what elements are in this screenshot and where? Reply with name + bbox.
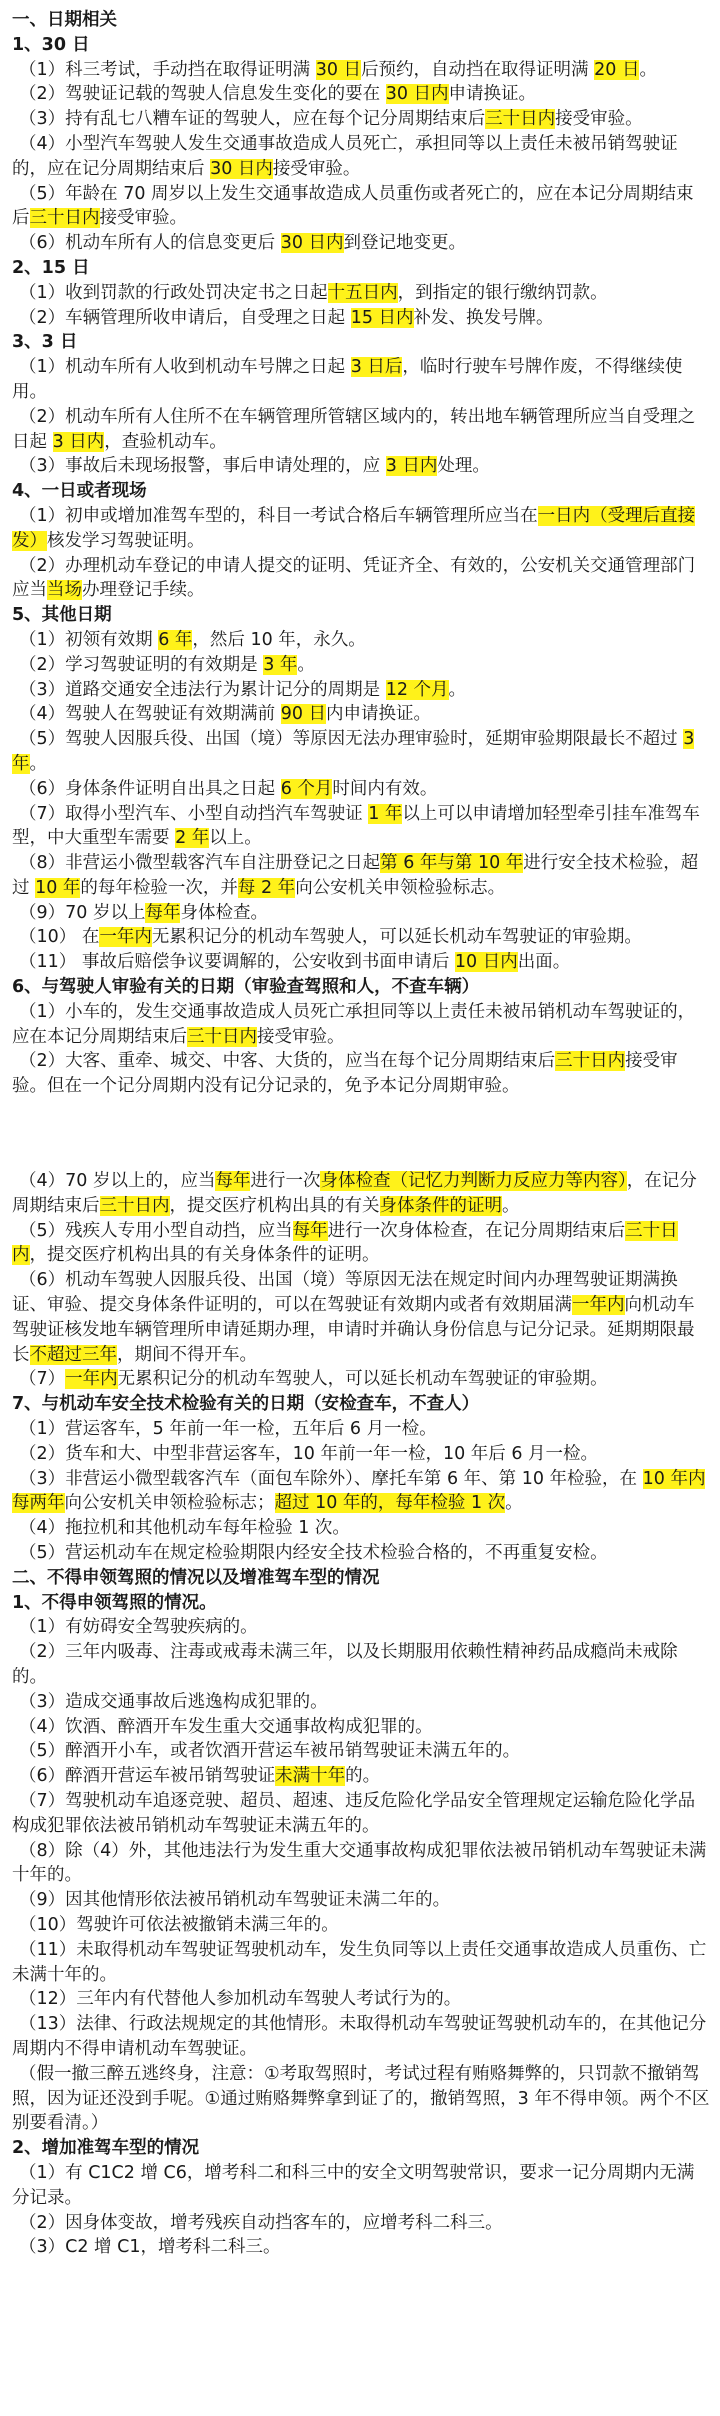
text-segment: （5）醉酒开小车，或者饮酒开营运车被吊销驾驶证未满五年的。 (19, 1741, 521, 1762)
list-item (12, 1000, 710, 1050)
text-segment: （7） (19, 1369, 66, 1390)
text-segment: 向公安机关申领检验标志； (64, 1493, 275, 1514)
text-segment: 无累积记分的机动车驾驶人，可以延长机动车驾驶证的审验期。 (151, 927, 642, 948)
highlighted-text: 超过 10 年的，每年检验 1 次 (274, 1493, 506, 1514)
text-segment: （4）拖拉机和其他机动车每年检验 1 次。 (19, 1518, 350, 1539)
highlighted-text: 3 日内 (385, 456, 438, 477)
text-segment: （4）70 岁以上的，应当 (19, 1171, 216, 1192)
text-segment: （4）驾驶人在驾驶证有效期满前 (19, 704, 281, 725)
subsection-heading (12, 603, 710, 628)
text-segment: 接受审验。 (99, 208, 187, 229)
list-item (12, 1615, 710, 1640)
list-item (12, 950, 710, 975)
highlighted-text: 12 个月 (385, 679, 449, 700)
section-heading (12, 8, 710, 33)
highlighted-text: 一年内 (99, 927, 152, 948)
list-item (12, 2012, 710, 2062)
text-segment: 进行一次 (250, 1171, 321, 1192)
list-item (12, 2211, 710, 2236)
highlighted-text: 6 个月 (280, 778, 333, 799)
text-segment: 3、3 日 (12, 332, 78, 353)
highlighted-text: 不超过三年 (29, 1344, 117, 1365)
subsection-heading (12, 479, 710, 504)
text-segment: （1）初申或增加准驾车型的，科目一考试合格后车辆管理所应当在 (19, 505, 538, 526)
text-segment: ，提交医疗机构出具的有关身体条件的证明。 (29, 1245, 380, 1266)
list-item (12, 678, 710, 703)
text-segment: （11） 事故后赔偿争议要调解的，公安收到书面申请后 (19, 952, 455, 973)
list-item (12, 1789, 710, 1839)
text-segment: （8）除（4）外，其他违法行为发生重大交通事故构成犯罪依法被吊销机动车驾驶证未满十年的。 (12, 1840, 707, 1886)
list-item (12, 1268, 710, 1367)
text-segment: 一、日期相关 (12, 10, 117, 30)
list-item (12, 2235, 710, 2260)
text-segment: 补发、换发号牌。 (413, 307, 554, 328)
text-segment: 处理。 (437, 456, 490, 477)
text-segment: 4、一日或者现场 (12, 481, 147, 502)
highlighted-text: 20 日 (594, 59, 640, 80)
subsection-heading (12, 256, 710, 281)
text-segment: （2）三年内吸毒、注毒或戒毒未满三年，以及长期服用依赖性精神药品成瘾尚未戒除的。 (12, 1642, 678, 1687)
list-item (12, 1367, 710, 1392)
text-segment: 。 (502, 1195, 520, 1216)
subsection-heading (12, 975, 710, 1000)
text-segment: 以上。 (209, 828, 262, 849)
text-segment: （3）道路交通安全违法行为累计记分的周期是 (19, 679, 386, 700)
text-segment: 的。 (345, 1766, 381, 1787)
highlighted-text: 15 日内 (350, 307, 414, 328)
highlighted-text: 30 日内 (385, 84, 449, 105)
highlighted-text: 3 日内 (52, 431, 105, 452)
text-segment: 无累积记分的机动车驾驶人，可以延长机动车驾驶证的审验期。 (117, 1369, 608, 1390)
text-segment: （9）70 岁以上 (19, 902, 146, 923)
text-segment: （9）因其他情形依法被吊销机动车驾驶证未满二年的。 (19, 1890, 451, 1911)
text-segment: 以上可以申请增加轻型牵引挂车准驾车型，中大重型车需要 (12, 803, 700, 849)
text-segment: 接受审验。 (555, 109, 643, 130)
highlighted-text: 30 日 (315, 59, 362, 80)
text-segment: （13）法律、行政法规规定的其他情形。未取得机动车驾驶证驾驶机动车的，在其他记分周期内不得申请机动车驾驶证。 (12, 2014, 707, 2059)
list-item (12, 1169, 710, 1219)
highlighted-text: 90 日 (280, 704, 327, 725)
text-segment: 申请换证。 (448, 84, 537, 105)
text-segment: （3）持有乱七八糟车证的驾驶人，应在每个记分周期结束后 (19, 109, 486, 130)
highlighted-text: 30 日内 (280, 233, 344, 254)
list-item (12, 1690, 710, 1715)
list-item (12, 851, 710, 901)
list-item (12, 1715, 710, 1740)
text-segment: （2）车辆管理所收申请后，自受理之日起 (19, 307, 351, 328)
list-item (12, 2161, 710, 2211)
list-item (12, 1764, 710, 1789)
document-body (12, 8, 710, 2260)
text-segment: 。 (448, 679, 467, 700)
text-segment: （12）三年内有代替他人参加机动车驾驶人考试行为的。 (19, 1989, 462, 2010)
list-item (12, 355, 710, 405)
text-segment: （10） 在 (19, 927, 100, 948)
list-item (12, 306, 710, 331)
highlighted-text: 一年内 (572, 1295, 625, 1316)
text-segment: （7）驾驶机动车追逐竞驶、超员、超速、违反危险化学品安全管理规定运输危险化学品构成犯罪依法被吊销机动车驾驶证未满五年的。 (12, 1790, 696, 1836)
text-segment: 向机动车驾驶证核发地车辆管理所申请延期办理，申请时并确认身份信息与记分记录。延期期限最长 (12, 1295, 695, 1365)
list-item (12, 1938, 710, 1988)
text-segment: （1）有妨碍安全驾驶疾病的。 (19, 1617, 258, 1638)
highlighted-text: 身体检查（记忆力判断力反应力等内容） (320, 1171, 627, 1192)
text-segment: （5）营运机动车在规定检验期限内经安全技术检验合格的，不再重复安检。 (19, 1543, 608, 1564)
subsection-heading (12, 1591, 710, 1616)
text-segment: （3）事故后未现场报警，事后申请处理的，应 (19, 456, 386, 477)
list-item (12, 1913, 710, 1938)
highlighted-text: 每年 (215, 1171, 251, 1192)
text-segment: ，查验机动车。 (104, 431, 227, 452)
text-segment: （4）饮酒、醉酒开车发生重大交通事故构成犯罪的。 (19, 1716, 433, 1737)
list-item (12, 653, 710, 678)
text-segment: 核发学习驾驶证明。 (47, 530, 205, 551)
text-segment: 向公安机关申领检验标志。 (295, 877, 506, 898)
list-item (12, 182, 710, 232)
text-segment: （1）有 C1C2 增 C6，增考科二和科三中的安全文明驾驶常识，要求一记分周期内无满分记录。 (12, 2162, 695, 2208)
text-segment: 7、与机动车安全技术检验有关的日期（安检查车，不查人） (12, 1394, 480, 1415)
highlighted-text: 10 年 (35, 877, 81, 898)
text-segment: （7）取得小型汽车、小型自动挡汽车驾驶证 (19, 803, 369, 824)
highlighted-text: 1 年 (368, 803, 403, 824)
text-segment: （3）C2 增 C1，增考科二科三。 (19, 2237, 281, 2258)
text-segment: ，到指定的银行缴纳罚款。 (397, 282, 608, 303)
text-segment: 二、不得申领驾照的情况以及增准驾车型的情况 (12, 1567, 380, 1588)
highlighted-text: 6 年 (158, 629, 193, 650)
text-segment: 的每年检验一次，并 (80, 877, 238, 898)
text-segment: （2）货车和大、中型非营运客车，10 年前一年一检，10 年后 6 月一检。 (19, 1443, 599, 1464)
text-segment: 接受审验。 (272, 158, 361, 179)
list-item (12, 727, 710, 777)
list-item (12, 1739, 710, 1764)
list-item (12, 405, 710, 455)
text-segment: （1）初领有效期 (19, 629, 159, 650)
highlighted-text: 三十日内 (555, 1051, 626, 1072)
text-segment: （10）驾驶许可依法被撤销未满三年的。 (19, 1914, 339, 1935)
text-segment: 2、15 日 (12, 257, 90, 278)
list-item (12, 1888, 710, 1913)
list-item (12, 901, 710, 926)
text-segment: 。 (505, 1493, 523, 1514)
highlighted-text: 三十日内 (99, 1195, 170, 1216)
list-item (12, 504, 710, 554)
list-item (12, 802, 710, 852)
text-segment: 6、与驾驶人审验有关的日期（审验查驾照和人，不查车辆） (12, 977, 480, 998)
list-item (12, 702, 710, 727)
list-item (12, 628, 710, 653)
list-item (12, 1839, 710, 1889)
text-segment: （3）造成交通事故后逃逸构成犯罪的。 (19, 1691, 328, 1712)
text-segment: （2）驾驶证记载的驾驶人信息发生变化的要在 (19, 84, 386, 105)
text-segment: ，提交医疗机构出具的有关 (169, 1195, 380, 1216)
list-item (12, 132, 710, 182)
list-item (12, 82, 710, 107)
list-item (12, 1467, 710, 1517)
text-segment: （6）身体条件证明自出具之日起 (19, 778, 281, 799)
highlighted-text: 身体条件的证明 (379, 1195, 502, 1216)
text-segment: ，在记分周期结束后 (12, 1171, 697, 1216)
list-item (12, 281, 710, 306)
text-segment: （2）因身体变故，增考残疾自动挡客车的，应增考科二科三。 (19, 2212, 503, 2233)
list-item (12, 1417, 710, 1442)
text-segment: （1）小车的，发生交通事故造成人员死亡承担同等以上责任未被吊销机动车驾驶证的，应在本记分周期结束后 (12, 1001, 696, 1047)
list-item (12, 2062, 710, 2136)
text-segment: （8）非营运小微型载客汽车自注册登记之日起 (19, 853, 381, 874)
text-segment: 。 (297, 654, 315, 675)
text-segment: 。 (29, 753, 47, 774)
text-segment: （2）办理机动车登记的申请人提交的证明、凭证齐全、有效的，公安机关交通管理部门应当 (12, 555, 696, 601)
text-segment: 办理登记手续。 (82, 580, 205, 601)
highlighted-text: 30 日内 (210, 158, 273, 179)
text-segment: （1）机动车所有人收到机动车号牌之日起 (19, 357, 351, 378)
text-segment: 身体检查。 (180, 902, 268, 923)
list-item (12, 925, 710, 950)
text-segment: （1）科三考试，手动挡在取得证明满 (19, 59, 316, 80)
list-item (12, 1987, 710, 2012)
list-item (12, 1219, 710, 1269)
highlighted-text: 三十日内 (12, 1220, 678, 1266)
text-segment: 内申请换证。 (326, 704, 432, 725)
list-item (12, 1640, 710, 1690)
text-segment: 出面。 (517, 952, 571, 973)
text-segment: （6）机动车驾驶人因服兵役、出国（境）等原因无法在规定时间内办理驾驶证期满换证、审验、提交身体条件证明的，可以在驾驶证有效期内或者有效期届满 (12, 1270, 678, 1316)
text-segment: 接受审验。但在一个记分周期内没有记分记录的，免予本记分周期审验。 (12, 1051, 678, 1097)
highlighted-text: 当场 (47, 580, 82, 601)
highlighted-text: 三十日内 (187, 1026, 257, 1047)
text-segment: （4）小型汽车驾驶人发生交通事故造成人员死亡，承担同等以上责任未被吊销驾驶证的，应在记分周期结束后 (12, 133, 678, 179)
text-segment: （1）营运客车，5 年前一年一检，五年后 6 月一检。 (19, 1419, 437, 1440)
text-segment: （6）醉酒开营运车被吊销驾驶证 (19, 1766, 276, 1787)
text-segment: 时间内有效。 (332, 778, 438, 799)
text-segment: 1、30 日 (12, 34, 90, 55)
text-segment: （5）驾驶人因服兵役、出国（境）等原因无法办理审验时，延期审验期限最长不超过 (19, 729, 684, 750)
text-segment: ，临时行驶车号牌作废，不得继续使用。 (12, 357, 683, 402)
text-segment: 进行一次身体检查，在记分周期结束后 (327, 1220, 626, 1241)
subsection-heading (12, 33, 710, 58)
list-item (12, 1049, 710, 1099)
text-segment: 1、不得申领驾照的情况。 (12, 1592, 217, 1613)
list-item (12, 1541, 710, 1566)
highlighted-text: 10 年内每两年 (12, 1468, 706, 1514)
text-segment: ，期间不得开车。 (117, 1344, 257, 1365)
highlighted-text: 每 2 年 (237, 877, 296, 898)
highlighted-text: 未满十年 (275, 1766, 346, 1787)
subsection-heading (12, 2136, 710, 2161)
text-segment: 5、其他日期 (12, 605, 112, 626)
text-segment: （6）机动车所有人的信息变更后 (19, 233, 281, 254)
list-item (12, 1516, 710, 1541)
text-segment: 接受审验。 (257, 1026, 345, 1047)
highlighted-text: 第 6 年与第 10 年 (380, 853, 524, 874)
text-segment: ，然后 10 年，永久。 (192, 629, 366, 650)
text-segment: （假一撤三醉五逃终身，注意：①考取驾照时，考试过程有贿赂舞弊的，只罚款不撤销驾照，因为证还没到手呢。①通过贿赂舞弊拿到证了的，撤销驾照，3 年不得申领。两个不区别要看清。） (12, 2063, 710, 2134)
text-segment: 后预约，自动挡在取得证明满 (361, 59, 595, 80)
list-item (12, 58, 710, 83)
text-segment: （2）机动车所有人住所不在车辆管理所管辖区域内的，转出地车辆管理所应当自受理之日起 (12, 406, 696, 452)
highlighted-text: 一日内（受理后直接发） (12, 505, 696, 551)
highlighted-text: 一年内 (65, 1369, 118, 1390)
text-segment: （11）未取得机动车驾驶证驾驶机动车，发生负同等以上责任交通事故造成人员重伤、亡未满十年的。 (12, 1939, 707, 1985)
text-segment: （2）大客、重牵、城交、中客、大货的，应当在每个记分周期结束后 (19, 1051, 556, 1072)
list-item (12, 1442, 710, 1467)
highlighted-text: 十五日内 (327, 282, 398, 303)
list-item (12, 777, 710, 802)
list-item (12, 554, 710, 604)
text-segment: （2）学习驾驶证明的有效期是 (19, 654, 264, 675)
highlighted-text: 2 年 (175, 828, 210, 849)
subsection-heading (12, 330, 710, 355)
text-segment: 。 (639, 59, 657, 80)
list-item (12, 107, 710, 132)
text-segment: （5）残疾人专用小型自动挡，应当 (19, 1220, 293, 1241)
list-item (12, 231, 710, 256)
text-segment: 到登记地变更。 (343, 233, 467, 254)
text-segment: 2、增加准驾车型的情况 (12, 2138, 200, 2159)
list-item (12, 454, 710, 479)
text-segment: 进行安全技术检验，超过 (12, 853, 699, 898)
highlighted-text: 3 年 (263, 654, 298, 675)
highlighted-text: 3 年 (12, 729, 695, 774)
text-segment: （5）年龄在 70 周岁以上发生交通事故造成人员重伤或者死亡的，应在本记分周期结束后 (12, 183, 694, 229)
subsection-heading (12, 1392, 710, 1417)
text-segment: （1）收到罚款的行政处罚决定书之日起 (19, 282, 328, 303)
highlighted-text: 每年 (292, 1220, 328, 1241)
highlighted-text: 每年 (145, 902, 181, 923)
highlighted-text: 3 日后 (350, 357, 403, 378)
highlighted-text: 三十日内 (485, 109, 556, 130)
highlighted-text: 三十日内 (29, 208, 100, 229)
page-break-gap (12, 1099, 710, 1169)
section-heading (12, 1566, 710, 1591)
text-segment: （3）非营运小微型载客汽车（面包车除外）、摩托车第 6 年、第 10 年检验，在 (19, 1468, 643, 1489)
highlighted-text: 10 日内 (454, 952, 518, 973)
